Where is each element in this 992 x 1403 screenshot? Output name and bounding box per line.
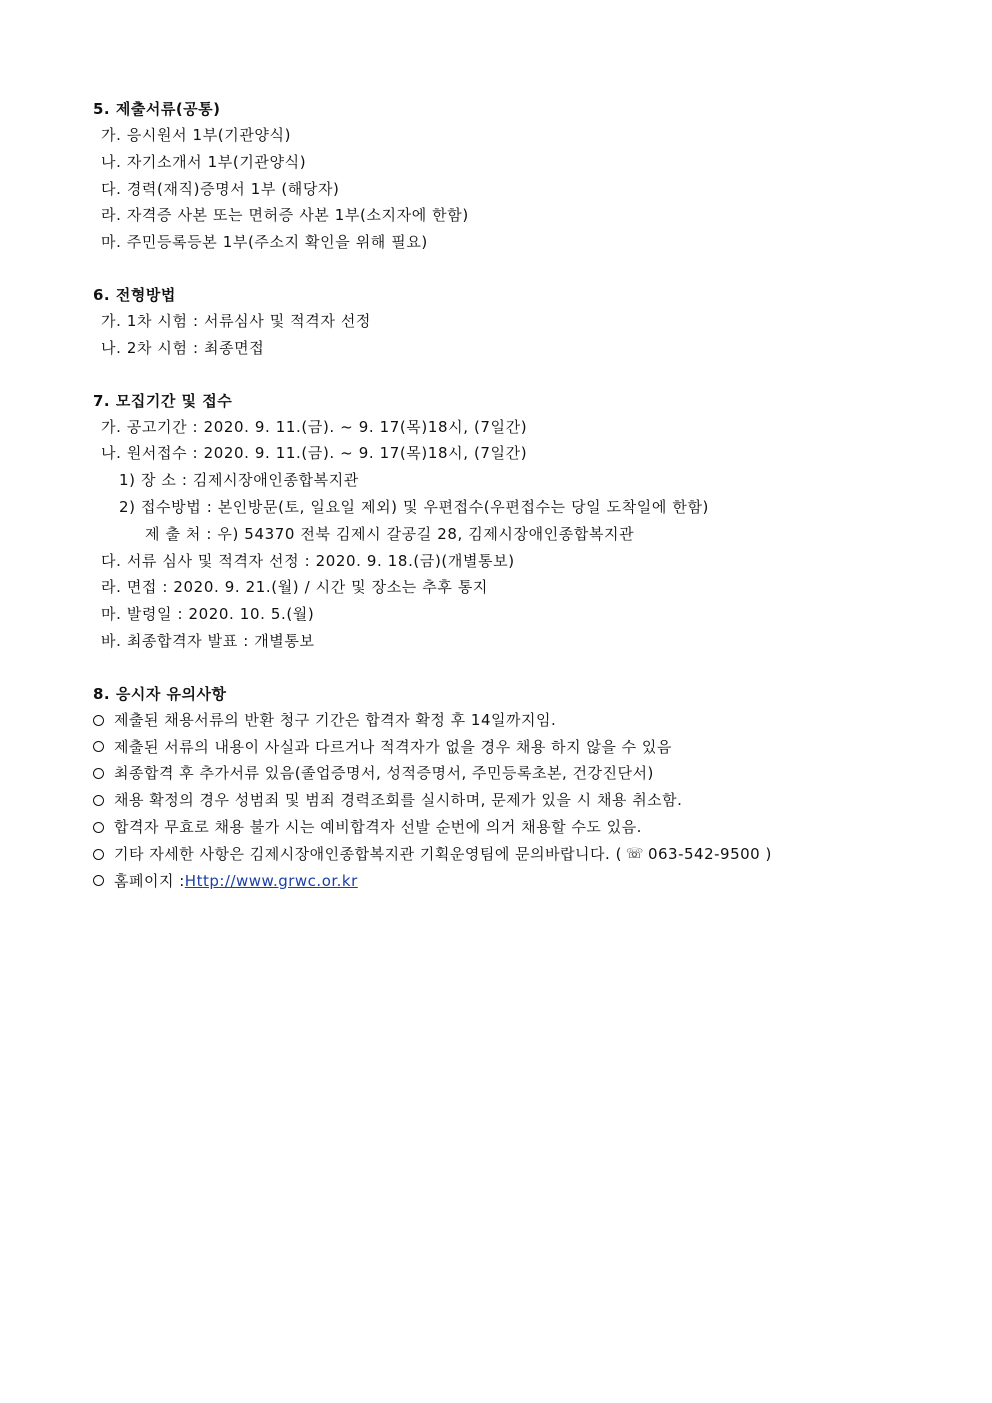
bullet-item — [93, 734, 913, 761]
list-item: 마. 주민등록등본 1부(주소지 확인을 위해 필요) — [101, 233, 428, 252]
list-sub-item: 2) 접수방법 : 본인방문(토, 일요일 제외) 및 우편접수(우편접수는 당일 도착일에 한함) — [119, 497, 709, 516]
list-item: 다. 서류 심사 및 적격자 선정 : 2020. 9. 18.(금)(개별통보) — [101, 551, 515, 570]
bullet-item — [93, 787, 913, 814]
circle-bullet-icon — [93, 768, 104, 779]
contact-bullet-item — [93, 841, 913, 868]
phone-icon: ☏ — [625, 845, 644, 862]
section-recruitment-period — [93, 388, 913, 655]
list-item: 가. 공고기간 : 2020. 9. 11.(금). ~ 9. 17(목)18시, (7일간) — [101, 417, 528, 436]
list-item: 라. 면접 : 2020. 9. 21.(월) / 시간 및 장소는 추후 통지 — [101, 578, 488, 597]
circle-bullet-icon — [93, 795, 104, 806]
section-heading: 8. 응시자 유의사항 — [93, 684, 227, 703]
homepage-link[interactable]: Http://www.grwc.or.kr — [184, 871, 358, 890]
section-documents — [93, 96, 913, 256]
section-heading: 6. 전형방법 — [93, 285, 176, 304]
homepage-label: 홈페이지 : — [114, 871, 185, 890]
list-sub-item: 1) 장 소 : 김제시장애인종합복지관 — [119, 471, 359, 490]
bullet-item — [93, 760, 913, 787]
contact-text: 기타 자세한 사항은 김제시장애인종합복지관 기획운영팀에 문의바랍니다. ( — [114, 844, 622, 863]
section-selection-method — [93, 282, 913, 362]
list-item: 바. 최종합격자 발표 : 개별통보 — [101, 631, 315, 650]
list-item: 나. 2차 시험 : 최종면접 — [101, 338, 265, 357]
section-applicant-notes — [93, 681, 913, 895]
bullet-text: 제출된 채용서류의 반환 청구 기간은 합격자 확정 후 14일까지임. — [114, 710, 557, 729]
list-item: 가. 1차 시험 : 서류심사 및 적격자 선정 — [101, 311, 372, 330]
list-item: 가. 응시원서 1부(기관양식) — [101, 126, 292, 144]
section-heading: 5. 제출서류(공통) — [93, 100, 221, 118]
bullet-text: 제출된 서류의 내용이 사실과 다르거나 적격자가 없을 경우 채용 하지 않을 수 있음 — [114, 737, 672, 756]
circle-bullet-icon — [93, 875, 104, 886]
list-item: 라. 자격증 사본 또는 면허증 사본 1부(소지자에 한함) — [101, 206, 469, 225]
circle-bullet-icon — [93, 849, 104, 860]
section-heading: 7. 모집기간 및 접수 — [93, 391, 233, 410]
bullet-text: 최종합격 후 추가서류 있음(졸업증명서, 성적증명서, 주민등록초본, 건강진단서) — [114, 764, 654, 783]
document-content — [93, 96, 913, 920]
list-item: 다. 경력(재직)증명서 1부 (해당자) — [101, 179, 340, 198]
circle-bullet-icon — [93, 741, 104, 752]
list-item: 나. 자기소개서 1부(기관양식) — [101, 152, 307, 171]
circle-bullet-icon — [93, 822, 104, 833]
bullet-item — [93, 814, 913, 841]
bullet-item — [93, 707, 913, 734]
list-item: 나. 원서접수 : 2020. 9. 11.(금). ~ 9. 17(목)18시, (7일간) — [101, 444, 528, 463]
bullet-text: 채용 확정의 경우 성범죄 및 범죄 경력조회를 실시하며, 문제가 있을 시 채용 취소함. — [114, 791, 683, 810]
contact-phone[interactable]: 063-542-9500 ) — [647, 844, 772, 863]
list-item: 마. 발령일 : 2020. 10. 5.(월) — [101, 605, 315, 624]
circle-bullet-icon — [93, 715, 104, 726]
list-sub-sub-item: 제 출 처 : 우) 54370 전북 김제시 갈공길 28, 김제시장애인종합복지관 — [145, 524, 635, 543]
bullet-text: 합격자 무효로 채용 불가 시는 예비합격자 선발 순번에 의거 채용할 수도 있음. — [114, 817, 642, 836]
homepage-bullet-item — [93, 868, 913, 895]
